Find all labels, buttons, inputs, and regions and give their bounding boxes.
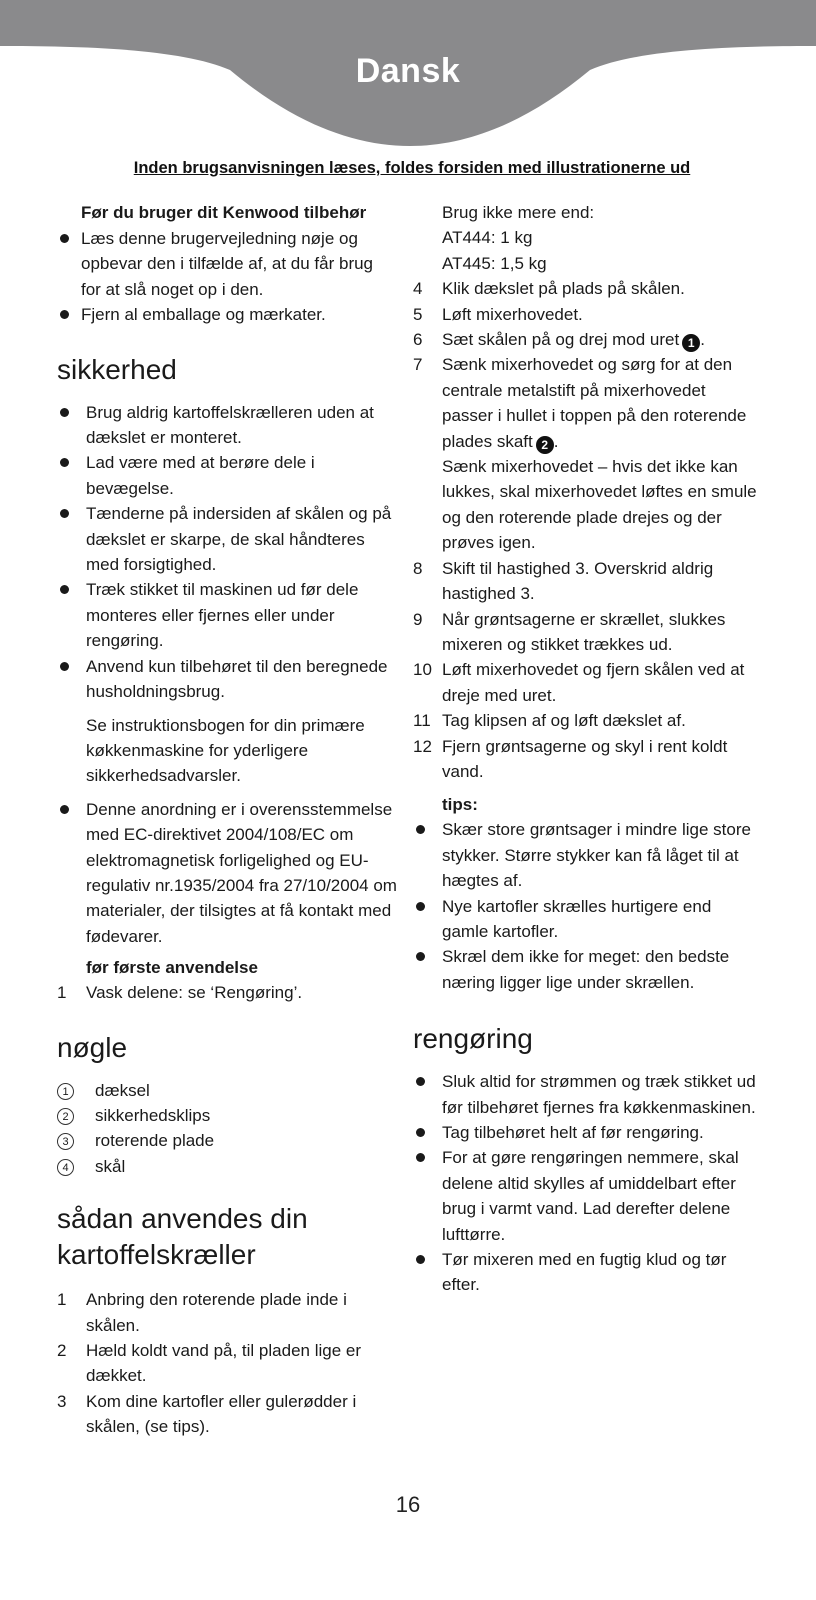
list-item: Tænderne på indersiden af skålen og på dækslet er skarpe, de skal håndteres med forsigtighed. — [57, 501, 397, 577]
key-item: 3 roterende plade — [57, 1128, 397, 1153]
bullet-icon — [60, 585, 69, 594]
step-item: 10 Løft mixerhovedet og fjern skålen ved at dreje med uret. — [413, 660, 745, 705]
bullet-icon — [416, 1255, 425, 1264]
safety-note: Se instruktionsbogen for din primære køkkenmaskine for yderligere sikkerhedsadvarsler. — [86, 715, 365, 786]
step-item: 11 Tag klipsen af og løft dækslet af. — [413, 711, 686, 731]
bullet-icon — [60, 234, 69, 243]
bullet-icon — [416, 1153, 425, 1162]
bullet-icon — [60, 458, 69, 467]
step-item: 5 Løft mixerhovedet. — [413, 304, 583, 324]
step7-note: Sænk mixerhovedet – hvis det ikke kan lukkes, skal mixerhovedet løftes en smule og den roterende plade drejes og der prøves igen. — [442, 457, 757, 553]
step-item: 8 Skift til hastighed 3. Overskrid aldrig hastighed 3. — [413, 558, 714, 604]
list-item: Sluk altid for strømmen og træk stikket ud før tilbehøret fjernes fra køkkenmaskinen. — [413, 1069, 758, 1120]
bullet-icon — [60, 805, 69, 814]
bullet-icon — [416, 1128, 425, 1137]
language-title: Dansk — [355, 52, 461, 90]
list-item: Anvend kun tilbehøret til den beregnede husholdningsbrug. — [57, 654, 397, 705]
left-column — [57, 200, 397, 1440]
list-item: 1 Vask delene: se ‘Rengøring’. — [57, 983, 303, 1003]
bullet-icon — [60, 310, 69, 319]
step-item: 1 Anbring den roterende plade inde i skålen. — [57, 1290, 347, 1335]
list-item: Fjern al emballage og mærkater. — [57, 302, 397, 327]
list-item: Skræl dem ikke for meget: den bedste næring ligger lige under skrællen. — [413, 944, 758, 995]
first-use-heading: før første anvendelse — [86, 958, 258, 978]
list-item: Skær store grøntsager i mindre lige store stykker. Større stykker kan få låget til at hægtes af. — [413, 817, 758, 893]
figure-1-icon: 1 — [682, 334, 700, 352]
step-item: 4 Klik dækslet på plads på skålen. — [413, 279, 685, 299]
bullet-icon — [60, 662, 69, 671]
step-item: 3 Kom dine kartofler eller gulerødder i skålen, (se tips). — [57, 1391, 357, 1437]
list-item: Tag tilbehøret helt af før rengøring. — [413, 1120, 758, 1145]
safety-title: sikkerhed — [57, 353, 177, 385]
list-item: Lad være med at berøre dele i bevægelse. — [57, 450, 397, 501]
bullet-icon — [416, 952, 425, 961]
tips-heading: tips: — [442, 795, 478, 815]
step-item: 7 Sænk mixerhovedet og sørg for at den centrale metalstift på mixerhovedet passer i hullet i toppen på den roterende plades skaft 2 . — [413, 355, 747, 452]
bullet-icon — [60, 509, 69, 518]
list-item: Denne anordning er i overensstemmelse med EC-direktivet 2004/108/EC om elektromagnetisk forligelighed og EU-regulativ nr.1935/2004 fra 27/10/2004 om materialer, der tilsigtes at få kontakt med fødevarer. — [57, 797, 397, 949]
figure-2-icon: 2 — [536, 436, 554, 454]
bullet-icon — [416, 825, 425, 834]
key-item: 2 sikkerhedsklips — [57, 1103, 397, 1128]
list-item: Læs denne brugervejledning nøje og opbevar den i tilfælde af, at du får brug for at slå noget op i den. — [57, 226, 397, 302]
step-item: 9 Når grøntsagerne er skrællet, slukkes mixeren og stikket trækkes ud. — [413, 609, 726, 654]
key-title: nøgle — [57, 1031, 128, 1063]
key-item: 4 skål — [57, 1154, 397, 1179]
list-item: For at gøre rengøringen nemmere, skal delene altid skylles af umiddelbart efter brug i varmt vand. Lad derefter delene lufttørre. — [413, 1145, 758, 1247]
step-item: 2 Hæld koldt vand på, til pladen lige er dækket. — [57, 1341, 361, 1386]
bullet-icon — [416, 902, 425, 911]
cleaning-title: rengøring — [413, 1023, 533, 1055]
bullet-icon — [60, 408, 69, 417]
step-item: 12 Fjern grøntsagerne og skyl i rent koldt vand. — [413, 736, 728, 781]
list-item: Træk stikket til maskinen ud før dele monteres eller fjernes eller under rengøring. — [57, 577, 397, 653]
page-number: 16 — [395, 1492, 421, 1517]
circled-number: 2 — [57, 1108, 74, 1125]
list-item: Nye kartofler skrælles hurtigere end gamle kartofler. — [413, 894, 758, 945]
key-item: 1 dæksel — [57, 1078, 397, 1103]
how-to-use-title: sådan anvendes din kartoffelskræller — [57, 1203, 308, 1271]
list-item: Tør mixeren med en fugtig klud og tør efter. — [413, 1247, 758, 1298]
before-use-heading: Før du bruger dit Kenwood tilbehør — [81, 203, 367, 222]
bullet-icon — [416, 1077, 425, 1086]
circled-number: 1 — [57, 1083, 74, 1100]
circled-number: 4 — [57, 1159, 74, 1176]
header-band — [0, 0, 816, 160]
right-column — [413, 200, 758, 1298]
circled-number: 3 — [57, 1133, 74, 1150]
step-item: 6 Sæt skålen på og drej mod uret 1 . — [413, 330, 705, 351]
list-item: Brug aldrig kartoffelskrælleren uden at dækslet er monteret. — [57, 400, 397, 451]
fold-out-instruction: Inden brugsanvisningen læses, foldes forsiden med illustrationerne ud — [133, 159, 691, 177]
step3-continued: Brug ikke mere end: AT444: 1 kg AT445: 1,5 kg — [442, 203, 595, 273]
